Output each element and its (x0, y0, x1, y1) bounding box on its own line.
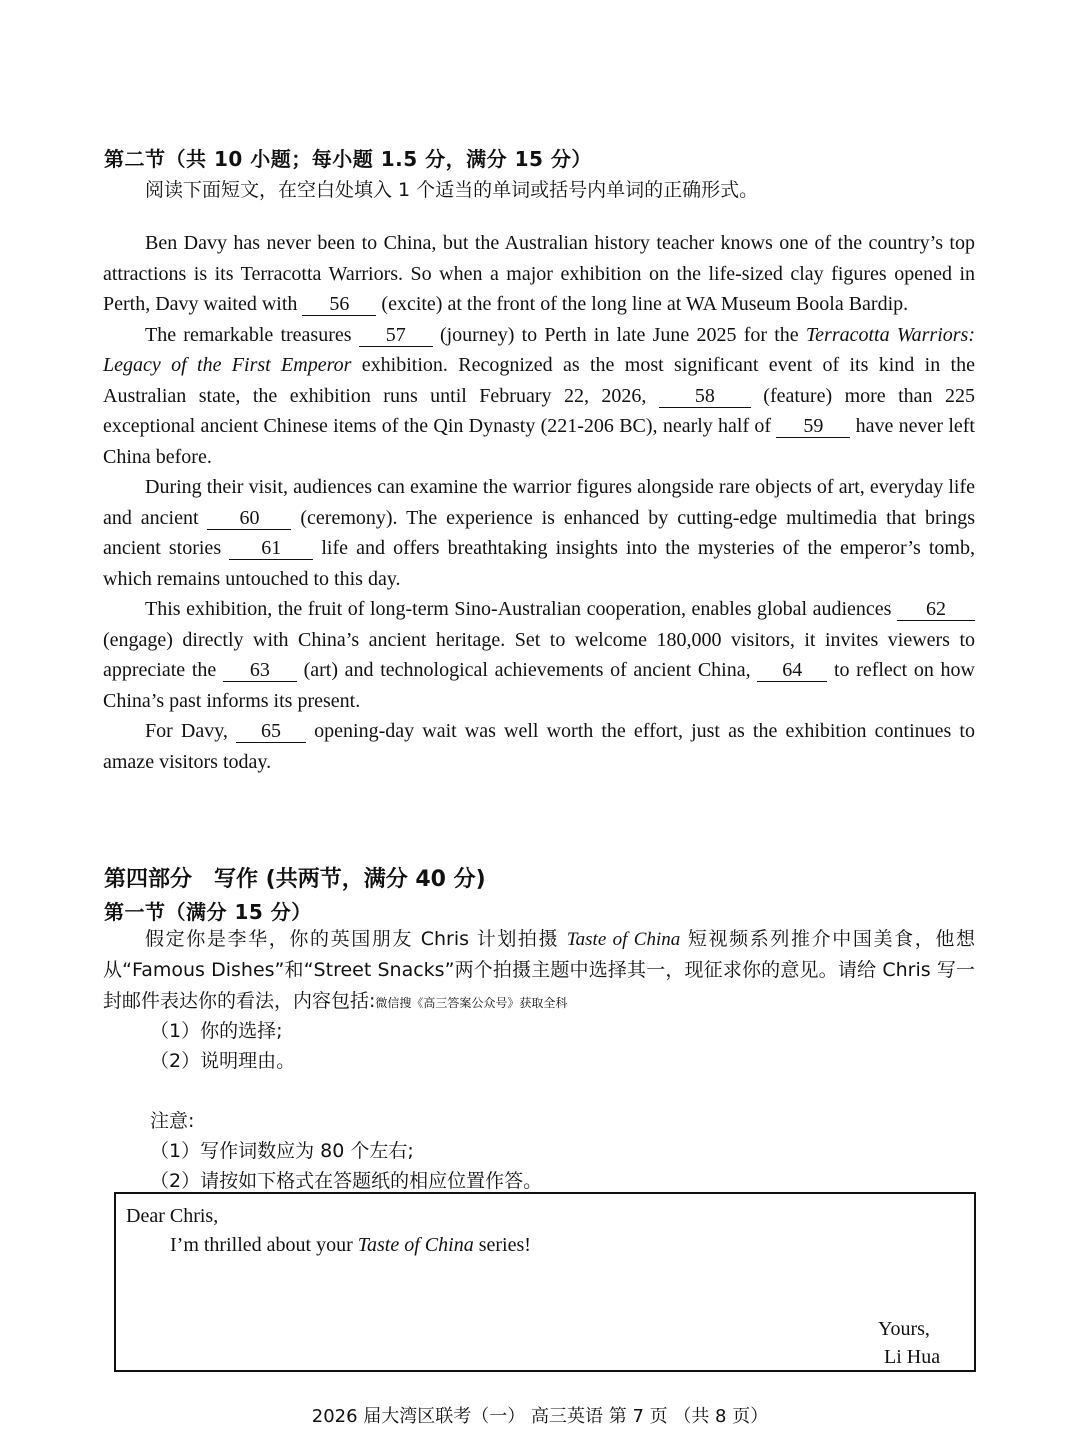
blank-56: 56 (302, 293, 376, 316)
section-2-instruction: 阅读下面短文，在空白处填入 1 个适当的单词或括号内单词的正确形式。 (145, 179, 759, 201)
blank-63: 63 (223, 659, 297, 682)
exhibition-title: Terracotta Warriors: Legacy of the First Emperor (103, 323, 975, 376)
letter-opening-line: I’m thrilled about your Taste of China series! (170, 1234, 531, 1256)
passage-paragraph-2: The remarkable treasures 57 (journey) to Perth in late June 2025 for the Terracotta Warriors: Legacy of the First Emperor exhibition. Recognized as the most significant event of its kind in the Australian state, the exhibition runs until February 22, 2026, 58 (feature) more than 225 exceptional ancient Chinese items of the Qin Dynasty (221-206 BC), nearly half of 59 have never left China before. (103, 323, 975, 468)
note-2: （2）请按如下格式在答题纸的相应位置作答。 (150, 1170, 543, 1192)
blank-58: 58 (659, 385, 751, 408)
letter-signature: Li Hua (884, 1346, 941, 1368)
blank-65: 65 (236, 720, 306, 743)
note-1: （1）写作词数应为 80 个左右; (150, 1140, 414, 1162)
passage-paragraph-4: This exhibition, the fruit of long-term Sino-Australian cooperation, enables global audiences 62 (engage) directly with China’s ancient heritage. Set to welcome 180,000 visitors, it invites viewers to appreciate the 63 (art) and technological achievements of ancient China, 64 to reflect on how China’s past informs its present. (103, 598, 975, 712)
blank-61: 61 (229, 537, 313, 560)
page-footer: 2026 届大湾区联考（一） 高三英语 第 7 页 （共 8 页） (311, 1406, 769, 1427)
prompt-series-title: Taste of China (566, 929, 681, 950)
requirement-1: （1）你的选择; (150, 1020, 283, 1042)
blank-62: 62 (897, 598, 975, 621)
writing-prompt: 假定你是李华，你的英国朋友 Chris 计划拍摄 Taste of China 短视频系列推介中国美食，他想从“Famous Dishes”和“Street Snacks”两个拍摄主题中选择其一，现征求你的意见。请给 Chris 写一封邮件表达你的看法，内容包括:微信搜《高三答案公众号》获取全科 (103, 928, 975, 1012)
blank-60: 60 (207, 507, 291, 530)
letter-greeting: Dear Chris, (126, 1205, 219, 1227)
watermark-note: 微信搜《高三答案公众号》获取全科 (375, 996, 568, 1010)
letter-closing: Yours, (878, 1318, 930, 1340)
blank-57: 57 (359, 324, 433, 347)
part-4-heading: 第四部分 写作 (共两节，满分 40 分) (104, 867, 486, 892)
passage-paragraph-5: For Davy, 65 opening-day wait was well worth the effort, just as the exhibition continues to amaze visitors today. (103, 720, 975, 773)
blank-59: 59 (776, 415, 850, 438)
section-2-heading: 第二节（共 10 小题；每小题 1.5 分，满分 15 分） (104, 147, 592, 171)
cloze-passage (103, 228, 975, 777)
requirement-2: （2）说明理由。 (150, 1050, 296, 1072)
writing-section-1-heading: 第一节（满分 15 分） (104, 900, 312, 924)
note-label: 注意: (150, 1110, 195, 1132)
passage-paragraph-3: During their visit, audiences can examine the warrior figures alongside rare objects of art, everyday life and ancient 60 (ceremony). The experience is enhanced by cutting-edge multimedia that brings ancient stories 61 life and offers breathtaking insights into the mysteries of the emperor’s tomb, which remains untouched to this day. (103, 476, 975, 590)
passage-paragraph-1: Ben Davy has never been to China, but the Australian history teacher knows one of the country’s top attractions is its Terracotta Warriors. So when a major exhibition on the life-sized clay figures opened in Perth, Davy waited with 56 (excite) at the front of the long line at WA Museum Boola Bardip. (103, 232, 975, 315)
letter-format-box (114, 1192, 976, 1372)
blank-64: 64 (757, 659, 827, 682)
